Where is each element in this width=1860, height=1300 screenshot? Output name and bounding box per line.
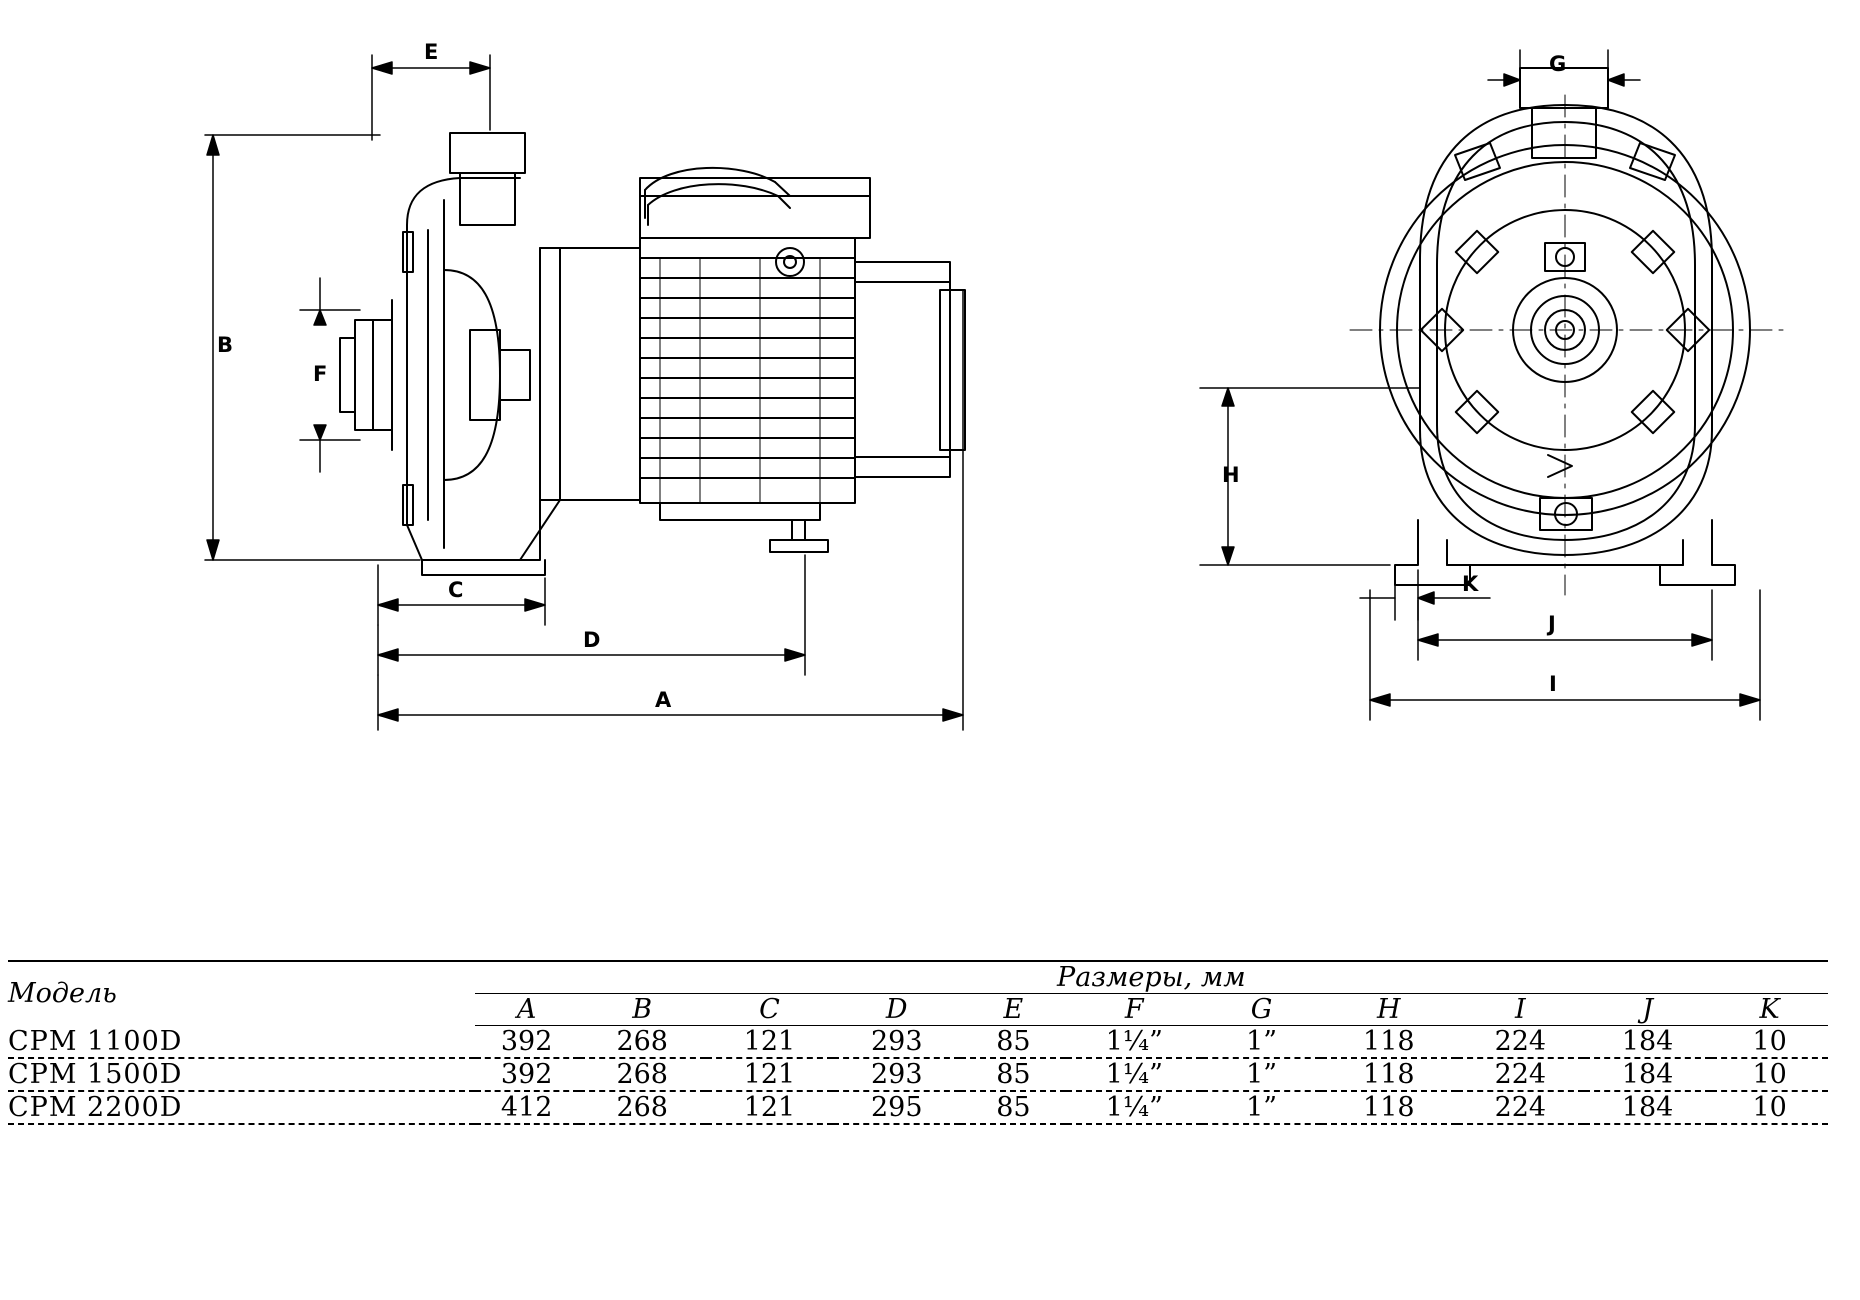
dim-label-D: D xyxy=(583,628,601,652)
dim-label-H: H xyxy=(1222,463,1240,487)
table-cell-E: 85 xyxy=(960,1026,1066,1059)
table-cell-A: 392 xyxy=(475,1058,579,1091)
table-cell-model: CPM 1100D xyxy=(8,1026,475,1059)
table-col-D: D xyxy=(833,994,960,1026)
dim-label-E: E xyxy=(424,40,439,64)
dimensions-table xyxy=(8,960,1828,1125)
table-cell-F: 1¼” xyxy=(1066,1026,1202,1059)
table-cell-G: 1” xyxy=(1202,1058,1321,1091)
table-cell-G: 1” xyxy=(1202,1091,1321,1124)
table-col-K: K xyxy=(1711,994,1828,1026)
table-cell-J: 184 xyxy=(1584,1026,1711,1059)
table-cell-D: 293 xyxy=(833,1058,960,1091)
dim-label-K: K xyxy=(1462,572,1479,596)
table-cell-I: 224 xyxy=(1457,1091,1584,1124)
table-cell-D: 293 xyxy=(833,1026,960,1059)
table-cell-C: 121 xyxy=(706,1091,833,1124)
table-header-group: Размеры, мм xyxy=(475,961,1828,994)
table-row xyxy=(8,1091,1828,1124)
table-cell-C: 121 xyxy=(706,1058,833,1091)
table-header-group-row xyxy=(8,961,1828,994)
dim-label-B: B xyxy=(217,333,234,357)
table-cell-C: 121 xyxy=(706,1026,833,1059)
table-cell-B: 268 xyxy=(579,1058,706,1091)
table-col-H: H xyxy=(1321,994,1457,1026)
table-cell-I: 224 xyxy=(1457,1058,1584,1091)
dim-label-A: A xyxy=(655,688,672,712)
side-view-geometry xyxy=(340,133,965,575)
table-col-C: C xyxy=(706,994,833,1026)
table-row xyxy=(8,1026,1828,1059)
table-cell-K: 10 xyxy=(1711,1026,1828,1059)
table-cell-model: CPM 2200D xyxy=(8,1091,475,1124)
table-col-E: E xyxy=(960,994,1066,1026)
table-cell-J: 184 xyxy=(1584,1058,1711,1091)
table-cell-A: 412 xyxy=(475,1091,579,1124)
table-cell-K: 10 xyxy=(1711,1091,1828,1124)
table-header-model: Модель xyxy=(8,978,117,1010)
table-cell-G: 1” xyxy=(1202,1026,1321,1059)
table-cell-F: 1¼” xyxy=(1066,1058,1202,1091)
table-cell-K: 10 xyxy=(1711,1058,1828,1091)
table-cell-B: 268 xyxy=(579,1091,706,1124)
table-cell-E: 85 xyxy=(960,1091,1066,1124)
dim-label-G: G xyxy=(1549,52,1567,76)
table-col-B: B xyxy=(579,994,706,1026)
table-col-A: A xyxy=(475,994,579,1026)
table-cell-F: 1¼” xyxy=(1066,1091,1202,1124)
table-col-F: F xyxy=(1066,994,1202,1026)
table-cell-model: CPM 1500D xyxy=(8,1058,475,1091)
table-cell-A: 392 xyxy=(475,1026,579,1059)
table-cell-H: 118 xyxy=(1321,1091,1457,1124)
table-cell-J: 184 xyxy=(1584,1091,1711,1124)
table-cell-I: 224 xyxy=(1457,1026,1584,1059)
table-col-J: J xyxy=(1584,994,1711,1026)
dim-label-C: C xyxy=(448,578,464,602)
table-cell-E: 85 xyxy=(960,1058,1066,1091)
dim-label-F: F xyxy=(313,362,328,386)
table-cell-H: 118 xyxy=(1321,1058,1457,1091)
table-cell-B: 268 xyxy=(579,1026,706,1059)
front-view-geometry xyxy=(1350,68,1790,595)
table-cell-H: 118 xyxy=(1321,1026,1457,1059)
table-col-G: G xyxy=(1202,994,1321,1026)
table-cell-D: 295 xyxy=(833,1091,960,1124)
dim-label-I: I xyxy=(1549,672,1557,696)
dim-label-J: J xyxy=(1548,612,1556,636)
dimensions-table-wrap xyxy=(0,960,1860,1125)
table-col-I: I xyxy=(1457,994,1584,1026)
table-row xyxy=(8,1058,1828,1091)
